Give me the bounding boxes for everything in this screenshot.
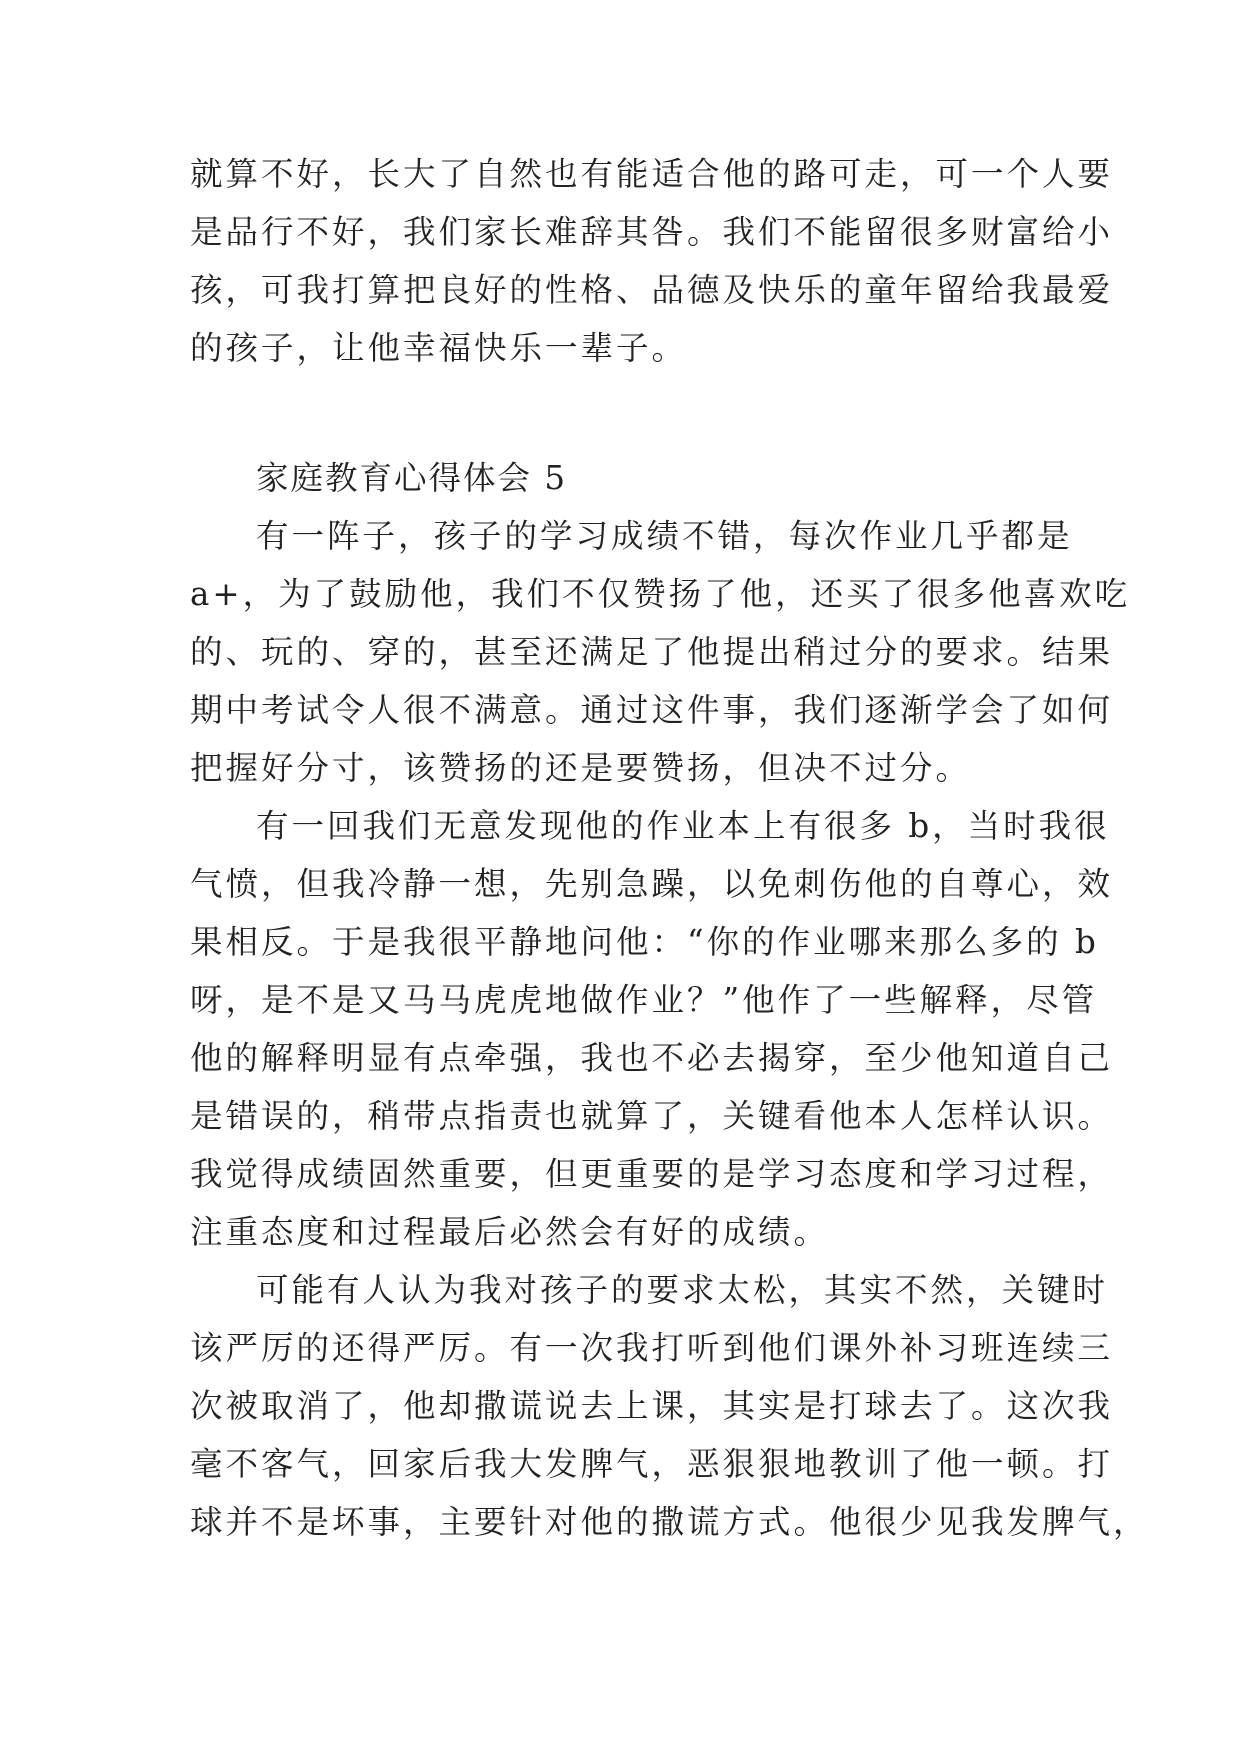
text-line: 该严厉的还得严厉。有一次我打听到他们课外补习班连续三 (190, 1329, 1114, 1367)
section-title: 家庭教育心得体会 5 (256, 459, 568, 497)
text-line: 注重态度和过程最后必然会有好的成绩。 (190, 1213, 830, 1251)
text-line: a+，为了鼓励他，我们不仅赞扬了他，还买了很多他喜欢吃 (190, 575, 1131, 613)
text-line: 把握好分寸，该赞扬的还是要赞扬，但决不过分。 (190, 749, 972, 787)
text-line: 有一阵子，孩子的学习成绩不错，每次作业几乎都是 (256, 517, 1073, 555)
text-line: 就算不好，长大了自然也有能适合他的路可走，可一个人要 (190, 155, 1114, 193)
text-line: 的、玩的、穿的，甚至还满足了他提出稍过分的要求。结果 (190, 633, 1114, 671)
text-line: 他的解释明显有点牵强，我也不必去揭穿，至少他知道自己 (190, 1039, 1114, 1077)
text-line: 孩，可我打算把良好的性格、品德及快乐的童年留给我最爱 (190, 271, 1114, 309)
text-line: 有一回我们无意发现他的作业本上有很多 b，当时我很 (256, 807, 1110, 845)
text-line: 是品行不好，我们家长难辞其咎。我们不能留很多财富给小 (190, 213, 1114, 251)
text-line: 气愤，但我冷静一想，先别急躁，以免刺伤他的自尊心，效 (190, 865, 1114, 903)
text-line: 毫不客气，回家后我大发脾气，恶狠狠地教训了他一顿。打 (190, 1445, 1114, 1483)
text-line: 我觉得成绩固然重要，但更重要的是学习态度和学习过程， (190, 1155, 1114, 1193)
text-line: 可能有人认为我对孩子的要求太松，其实不然，关键时 (256, 1271, 1109, 1309)
text-line: 期中考试令人很不满意。通过这件事，我们逐渐学会了如何 (190, 691, 1114, 729)
text-line: 球并不是坏事，主要针对他的撒谎方式。他很少见我发脾气， (190, 1503, 1149, 1541)
text-line: 呀，是不是又马马虎虎地做作业？”他作了一些解释，尽管 (190, 981, 1098, 1019)
text-line: 的孩子，让他幸福快乐一辈子。 (190, 329, 688, 367)
text-line: 果相反。于是我很平静地问他：“你的作业哪来那么多的 b (190, 923, 1099, 961)
text-line: 是错误的，稍带点指责也就算了，关键看他本人怎样认识。 (190, 1097, 1114, 1135)
text-line: 次被取消了，他却撒谎说去上课，其实是打球去了。这次我 (190, 1387, 1114, 1425)
